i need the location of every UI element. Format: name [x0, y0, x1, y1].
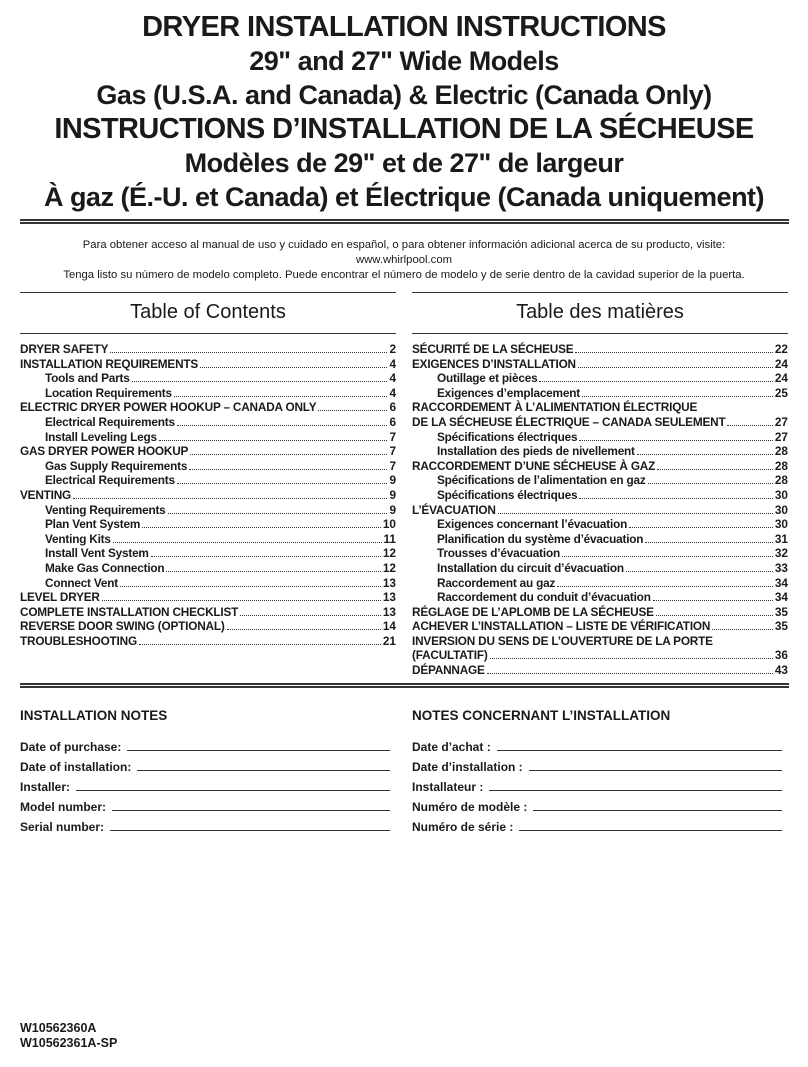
toc-entry-page: 21 [382, 633, 396, 648]
toc-entry-label: Raccordement du conduit d’évacuation [437, 590, 651, 605]
toc-entry-page: 31 [774, 531, 788, 546]
toc-entry-label: TROUBLESHOOTING [20, 633, 137, 648]
toc-entry-page: 27 [774, 414, 788, 429]
toc-entry-page: 7 [389, 429, 396, 444]
toc-entry-label: Electrical Requirements [45, 473, 175, 488]
toc-entry-page: 35 [774, 604, 788, 619]
toc-entry [412, 648, 788, 663]
toc-entry-label: Plan Vent System [45, 517, 141, 532]
toc-entry-label: VENTING [20, 487, 72, 502]
toc-leader-dots [557, 586, 773, 587]
toc-leader-dots [637, 454, 773, 455]
intro-line-1: Para obtener acceso al manual de uso y cuidado en español, o para obtener información adicional acerca de su producto, visite: [82, 239, 726, 251]
toc-entry-page: 9 [389, 502, 396, 517]
toc-entry-page: 28 [774, 473, 788, 488]
toc-entry [412, 576, 788, 591]
toc-leader-dots [120, 586, 381, 587]
toc-entry-label: Raccordement au gaz [437, 575, 556, 590]
note-field [412, 754, 782, 774]
toc-entry-label: RÉGLAGE DE L’APLOMB DE LA SÉCHEUSE [412, 604, 654, 619]
toc-heading: Table of Contents [130, 301, 286, 323]
notes-heading: INSTALLATION NOTES [20, 708, 168, 723]
toc-entry-page: 35 [774, 619, 788, 634]
toc-entry [412, 532, 788, 547]
toc-entry-page: 2 [389, 342, 396, 356]
toc-entry-page: 10 [382, 517, 396, 532]
toc-entry [20, 561, 396, 576]
toc-entry-label: Gas Supply Requirements [45, 458, 188, 473]
toc-leader-dots [656, 615, 773, 616]
toc-entry [412, 561, 788, 576]
toc-entry [20, 517, 396, 532]
toc-entry-page: 13 [382, 575, 396, 590]
toc-leader-dots [190, 454, 387, 455]
toc-entry-label: ELECTRIC DRYER POWER HOOKUP – CANADA ONLY [20, 400, 317, 415]
toc-leader-dots [562, 556, 773, 557]
note-field [20, 734, 390, 754]
toc-entry-label: Install Vent System [45, 546, 149, 561]
note-field-label: Date of purchase: [20, 740, 122, 754]
toc-entry-page: 22 [774, 342, 788, 356]
toc-entry-label: COMPLETE INSTALLATION CHECKLIST [20, 604, 239, 619]
toc-entry [20, 546, 396, 561]
toc-entry-page: 36 [774, 648, 788, 663]
toc-leader-dots [142, 527, 381, 528]
note-field-label: Serial number: [20, 820, 105, 834]
toc-leader-dots [113, 542, 382, 543]
toc-rule [412, 333, 788, 334]
toc-entry [412, 386, 788, 401]
toc-leader-dots [626, 571, 773, 572]
toc-entry-label: INVERSION DU SENS DE L’OUVERTURE DE LA PORTE [412, 633, 713, 648]
toc-french [412, 292, 788, 678]
toc-entry-page: 30 [774, 487, 788, 502]
toc-entry [20, 488, 396, 503]
toc-entry-label: INSTALLATION REQUIREMENTS [20, 356, 199, 371]
toc-leader-dots [579, 498, 773, 499]
toc-entry [20, 590, 396, 605]
toc-entry-label: Trousses d’évacuation [437, 546, 560, 561]
toc-entry-page: 28 [774, 444, 788, 459]
toc-leader-dots [578, 367, 773, 368]
toc-leader-dots [579, 440, 773, 441]
toc-entry [20, 532, 396, 547]
toc-entry [412, 430, 788, 445]
toc-entry [20, 503, 396, 518]
toc-entry-page: 12 [382, 560, 396, 575]
toc-entry-label: Electrical Requirements [45, 414, 175, 429]
toc-leader-dots [132, 381, 388, 382]
toc-entry [20, 473, 396, 488]
toc-entry-label: Spécifications électriques [437, 487, 578, 502]
toc-entry [20, 619, 396, 634]
toc-entry-page: 6 [389, 400, 396, 415]
toc-list [412, 342, 788, 678]
note-field-label: Date of installation: [20, 760, 132, 774]
toc-entry [20, 459, 396, 474]
toc-entry-label: Make Gas Connection [45, 560, 165, 575]
toc-entry [20, 342, 396, 357]
toc-leader-dots [487, 673, 773, 674]
toc-entry-label: REVERSE DOOR SWING (OPTIONAL) [20, 619, 225, 634]
toc-entry-page: 9 [389, 487, 396, 502]
notes-fields [412, 734, 782, 834]
toc-entry-label: Planification du système d’évacuation [437, 531, 644, 546]
toc-leader-dots [151, 556, 381, 557]
note-field [412, 774, 782, 794]
toc-entry [412, 634, 788, 649]
toc-entry [412, 488, 788, 503]
toc-entry [20, 386, 396, 401]
toc-entry [20, 400, 396, 415]
toc-entry [20, 371, 396, 386]
toc-leader-dots [318, 410, 387, 411]
toc-entry-label: DRYER SAFETY [20, 342, 109, 356]
toc-leader-dots [653, 600, 773, 601]
toc-leader-dots [102, 600, 381, 601]
toc-entry-page: 4 [389, 371, 396, 386]
title-en: DRYER INSTALLATION INSTRUCTIONS [142, 11, 666, 43]
toc-rule [20, 292, 396, 293]
note-field [412, 814, 782, 834]
toc-leader-dots [582, 396, 773, 397]
notes-fields [20, 734, 390, 834]
note-fill-line [519, 830, 782, 831]
toc-entry-label: Installation du circuit d’évacuation [437, 560, 624, 575]
toc-leader-dots [648, 483, 773, 484]
toc-entry-label: LEVEL DRYER [20, 590, 100, 605]
toc-entry [412, 459, 788, 474]
toc-entry [20, 415, 396, 430]
intro-line-3: Tenga listo su número de modelo completo. Puede encontrar el número de modelo y de serie dentro de la cavidad superior de la puerta. [63, 269, 745, 281]
toc-rule [20, 333, 396, 334]
toc-entry [412, 503, 788, 518]
toc-list [20, 342, 396, 648]
note-field-label: Numéro de modèle : [412, 800, 528, 814]
note-field-label: Installateur : [412, 780, 484, 794]
title-block [0, 10, 808, 214]
toc-entry-label: EXIGENCES D’INSTALLATION [412, 356, 576, 371]
toc-entry-label: Exigences d’emplacement [437, 385, 580, 400]
toc-leader-dots [174, 396, 388, 397]
toc-leader-dots [139, 644, 381, 645]
toc-leader-dots [490, 658, 773, 659]
toc-leader-dots [645, 542, 773, 543]
toc-entry-page: 34 [774, 590, 788, 605]
toc-entry-label: Installation des pieds de nivellement [437, 444, 635, 459]
toc-entry-page: 13 [382, 604, 396, 619]
toc-entry-label: DÉPANNAGE [412, 663, 485, 678]
toc-entry-page: 34 [774, 575, 788, 590]
header-divider [20, 219, 789, 224]
note-field-label: Installer: [20, 780, 71, 794]
toc-leader-dots [110, 352, 387, 353]
toc-entry [412, 444, 788, 459]
toc-entry-label: Spécifications de l’alimentation en gaz [437, 473, 646, 488]
note-field-label: Date d’installation : [412, 760, 523, 774]
toc-entry-label: (FACULTATIF) [412, 648, 488, 663]
toc-leader-dots [712, 629, 773, 630]
toc-entry [20, 634, 396, 649]
toc-entry [20, 357, 396, 372]
toc-entry-page: 28 [774, 458, 788, 473]
note-fill-line [110, 830, 390, 831]
subtitle-fr-fuel: À gaz (É.-U. et Canada) et Électrique (Canada uniquement) [43, 182, 765, 212]
toc-entry-label: SÉCURITÉ DE LA SÉCHEUSE [412, 342, 574, 356]
installation-notes-fr [412, 708, 782, 834]
toc-entry [412, 619, 788, 634]
toc-entry-page: 25 [774, 385, 788, 400]
toc-leader-dots [727, 425, 772, 426]
toc-entry-page: 9 [389, 473, 396, 488]
toc-entry-label: Install Leveling Legs [45, 429, 157, 444]
toc-entry-label: GAS DRYER POWER HOOKUP [20, 444, 189, 459]
toc-entry [20, 444, 396, 459]
toc-entry-page: 13 [382, 590, 396, 605]
toc-leader-dots [498, 513, 773, 514]
toc-english [20, 292, 396, 648]
toc-entry-label: Venting Requirements [45, 502, 166, 517]
toc-entry-page: 7 [389, 444, 396, 459]
note-field [20, 754, 390, 774]
note-fill-line [489, 790, 782, 791]
toc-leader-dots [73, 498, 387, 499]
toc-entry-label: L’ÉVACUATION [412, 502, 496, 517]
toc-entry [20, 605, 396, 620]
toc-leader-dots [168, 513, 388, 514]
note-fill-line [137, 770, 390, 771]
title-fr: INSTRUCTIONS D’INSTALLATION DE LA SÉCHEUSE [54, 113, 754, 145]
toc-entry [412, 400, 788, 415]
note-field [20, 794, 390, 814]
note-field [20, 774, 390, 794]
toc-entry [412, 517, 788, 532]
toc-entry-page: 30 [774, 502, 788, 517]
toc-entry-label: Tools and Parts [45, 371, 130, 386]
toc-entry-page: 4 [389, 385, 396, 400]
toc-entry [412, 546, 788, 561]
toc-entry-label: Connect Vent [45, 575, 118, 590]
toc-entry [412, 473, 788, 488]
note-field [412, 794, 782, 814]
toc-entry [412, 371, 788, 386]
toc-entry-label: Venting Kits [45, 531, 111, 546]
toc-entry-label: RACCORDEMENT À L’ALIMENTATION ÉLECTRIQUE [412, 400, 698, 415]
toc-entry-label: ACHEVER L’INSTALLATION – LISTE DE VÉRIFICATION [412, 619, 711, 634]
toc-entry-page: 24 [774, 356, 788, 371]
toc-entry-label: Exigences concernant l’évacuation [437, 517, 628, 532]
toc-entry-page: 14 [382, 619, 396, 634]
toc-entry-page: 24 [774, 371, 788, 386]
toc-leader-dots [657, 469, 773, 470]
note-fill-line [76, 790, 390, 791]
note-fill-line [497, 750, 782, 751]
intro-website: www.whirlpool.com [355, 254, 453, 266]
toc-entry-page: 33 [774, 560, 788, 575]
toc-leader-dots [177, 425, 388, 426]
toc-leader-dots [166, 571, 380, 572]
toc-leader-dots [629, 527, 773, 528]
note-field [412, 734, 782, 754]
toc-entry-page: 6 [389, 414, 396, 429]
note-fill-line [529, 770, 782, 771]
toc-entry [20, 576, 396, 591]
notes-divider [20, 683, 789, 688]
toc-entry-label: DE LA SÉCHEUSE ÉLECTRIQUE – CANADA SEULEMENT [412, 414, 726, 429]
installation-notes-en [20, 708, 390, 834]
toc-entry [412, 590, 788, 605]
toc-leader-dots [159, 440, 388, 441]
note-field-label: Date d’achat : [412, 740, 491, 754]
subtitle-en-fuel: Gas (U.S.A. and Canada) & Electric (Canada Only) [96, 80, 712, 110]
toc-entry-page: 43 [774, 663, 788, 678]
subtitle-en-sizes: 29" and 27" Wide Models [249, 46, 559, 76]
toc-leader-dots [227, 629, 381, 630]
toc-leader-dots [575, 352, 772, 353]
spanish-intro [0, 238, 808, 283]
toc-rule [412, 292, 788, 293]
toc-entry-page: 32 [774, 546, 788, 561]
toc-leader-dots [240, 615, 381, 616]
toc-entry-page: 4 [389, 356, 396, 371]
note-fill-line [127, 750, 390, 751]
toc-entry [412, 357, 788, 372]
toc-entry-label: Location Requirements [45, 385, 172, 400]
toc-leader-dots [200, 367, 387, 368]
toc-entry-page: 7 [389, 458, 396, 473]
toc-leader-dots [189, 469, 387, 470]
note-fill-line [533, 810, 782, 811]
toc-entry-page: 11 [383, 531, 396, 546]
toc-leader-dots [177, 483, 388, 484]
toc-leader-dots [539, 381, 772, 382]
toc-entry-page: 27 [774, 429, 788, 444]
toc-entry [412, 342, 788, 357]
toc-entry-label: Spécifications électriques [437, 429, 578, 444]
part-number: W10562360A [20, 1021, 97, 1035]
note-field-label: Numéro de série : [412, 820, 514, 834]
note-field [20, 814, 390, 834]
note-fill-line [112, 810, 390, 811]
toc-entry-label: Outillage et pièces [437, 371, 538, 386]
notes-heading: NOTES CONCERNANT L’INSTALLATION [412, 708, 671, 723]
subtitle-fr-sizes: Modèles de 29" et de 27" de largeur [184, 148, 624, 178]
part-numbers [20, 1021, 117, 1051]
toc-entry [412, 663, 788, 678]
toc-entry [20, 430, 396, 445]
toc-entry [412, 605, 788, 620]
note-field-label: Model number: [20, 800, 106, 814]
toc-entry-page: 12 [382, 546, 396, 561]
toc-entry-page: 30 [774, 517, 788, 532]
toc-heading: Table des matières [516, 301, 684, 323]
toc-entry [412, 415, 788, 430]
part-number: W10562361A-SP [20, 1036, 118, 1050]
toc-entry-label: RACCORDEMENT D’UNE SÉCHEUSE À GAZ [412, 458, 656, 473]
